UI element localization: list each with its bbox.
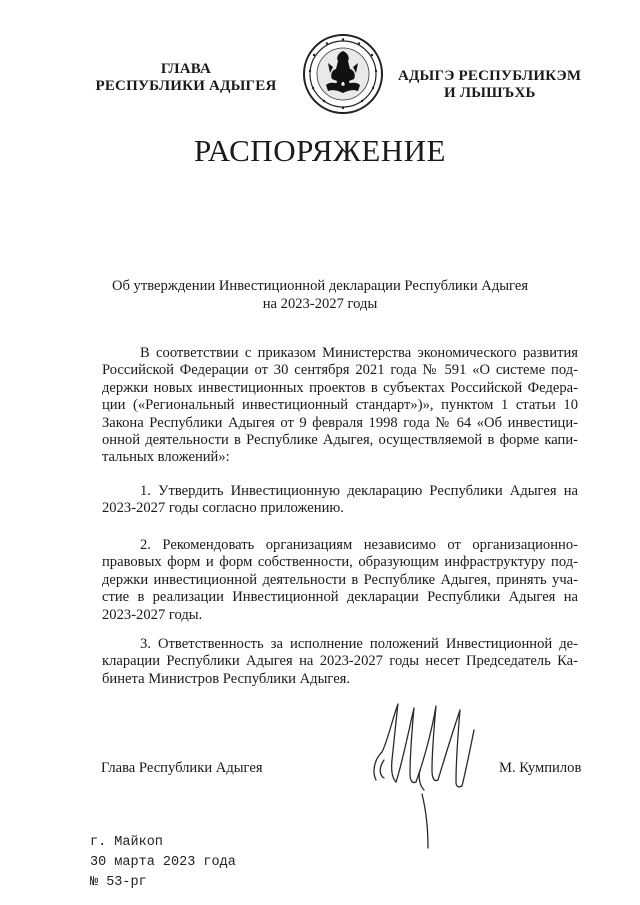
preamble-line: держки новых инвестиционных проектов в субъектах Российской Федера- — [102, 379, 578, 396]
item-2-line: 2023-2027 годы. — [102, 606, 203, 623]
preamble-line: Закона Республики Адыгея от 9 февраля 1998 года № 64 «Об инвестици- — [102, 414, 578, 431]
header-right-line1: АДЫГЭ РЕСПУБЛИКЭМ — [398, 68, 582, 84]
item-3-line: бинета Министров Республики Адыгея. — [102, 670, 351, 687]
item-2-line: стие в реализации Инвестиционной декларации Республики Адыгея на — [102, 589, 578, 606]
subject-line1: Об утверждении Инвестиционной декларации Республики Адыгея — [111, 278, 529, 294]
preamble-line: Российской Федерации от 30 сентября 2021 года № 591 «О системе под- — [102, 362, 578, 379]
item-1-line: 1. Утвердить Инвестиционную декларацию Республики Адыгея на — [140, 483, 578, 499]
adygea-coat-of-arms-icon — [302, 33, 384, 115]
preamble-line: онной деятельности в Республике Адыгея, осуществляемой в форме капи- — [102, 432, 578, 449]
footer-number: № 53-рг — [90, 875, 147, 890]
header-left-line2: РЕСПУБЛИКИ АДЫГЕЯ — [95, 78, 277, 94]
item-2-line: правовых форм и форм собственности, образующим инфраструктуру под- — [102, 554, 578, 571]
item-2-line: 2. Рекомендовать организациям независимо от организационно- — [140, 537, 578, 553]
item-1-paragraph — [102, 483, 578, 518]
item-3-paragraph — [102, 636, 578, 688]
item-1-line: 2023-2027 годы согласно приложению. — [102, 500, 344, 517]
header-right-line2: И ЛЫШЪХЬ — [444, 85, 536, 101]
footer-date: 30 марта 2023 года — [90, 855, 236, 870]
signatory-name: М. Кумпилов — [499, 760, 582, 776]
item-3-line: 3. Ответственность за исполнение положений Инвестиционной де- — [140, 636, 578, 652]
preamble-paragraph — [102, 345, 578, 467]
header-left-line1: ГЛАВА — [160, 61, 212, 77]
handwritten-signature — [362, 690, 482, 850]
preamble-line: ции («Региональный инвестиционный стандарт»)», пунктом 1 статьи 10 — [102, 397, 578, 414]
document-footer — [90, 833, 236, 893]
preamble-line: В соответствии с приказом Министерства экономического развития — [140, 345, 578, 361]
preamble-line: тальных вложений»: — [102, 449, 230, 466]
footer-city: г. Майкоп — [90, 835, 163, 850]
signatory-position: Глава Республики Адыгея — [101, 760, 263, 776]
header-left — [82, 61, 290, 95]
document-title: РАСПОРЯЖЕНИЕ — [194, 133, 446, 168]
header-right — [398, 68, 598, 102]
document-subject — [90, 278, 550, 313]
subject-line2: на 2023-2027 годы — [262, 295, 378, 312]
item-2-line: держки инвестиционной деятельности в Республике Адыгея, принять уча- — [102, 571, 578, 588]
item-3-line: кларации Республики Адыгея на 2023-2027 годы несет Председатель Ка- — [102, 653, 578, 670]
item-2-paragraph — [102, 537, 578, 624]
